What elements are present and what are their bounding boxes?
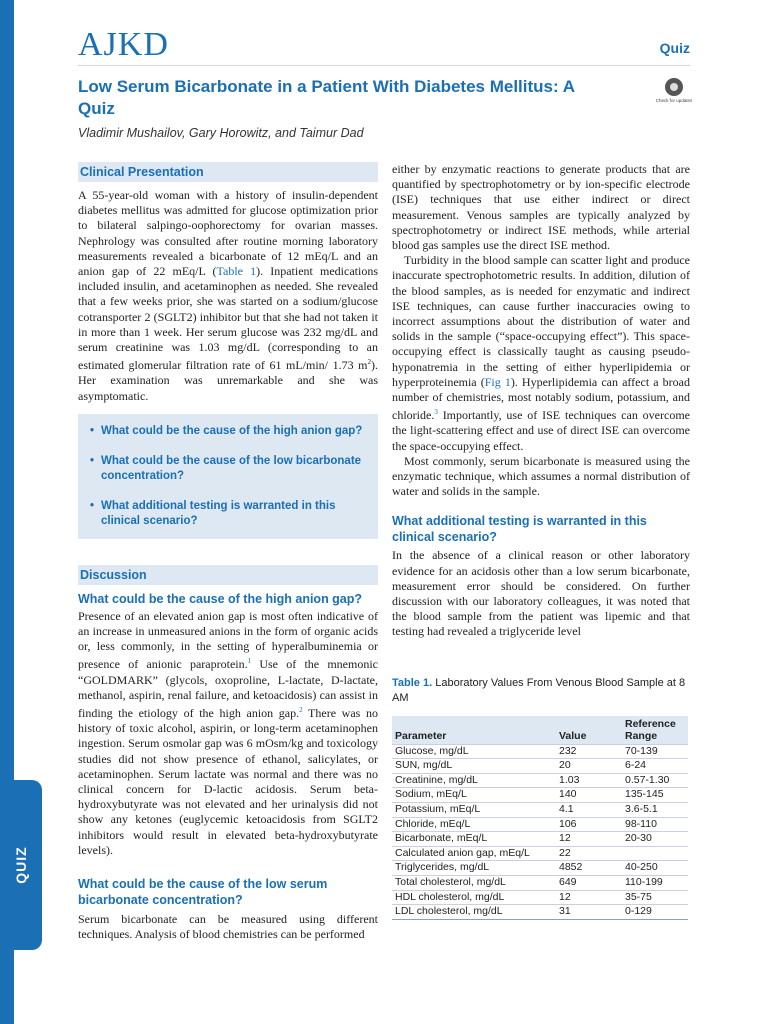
- clinical-presentation-heading: Clinical Presentation: [78, 162, 378, 182]
- cell-value: 4.1: [559, 803, 574, 816]
- cell-parameter: Chloride, mEq/L: [395, 817, 471, 830]
- enzymatic-technique-text: Most commonly, serum bicarbonate is measured using the enzymatic technique, which assumes a normal distribution of water and solids in the sample.: [392, 453, 690, 499]
- right-column: [392, 162, 690, 920]
- article-title: Low Serum Bicarbonate in a Patient With Diabetes Mellitus: A Quiz: [78, 77, 575, 118]
- cell-value: 1.03: [559, 773, 580, 786]
- table-1-link[interactable]: Table 1: [216, 264, 257, 279]
- table-header-row: [392, 716, 688, 745]
- reference-3-link[interactable]: 3: [434, 408, 438, 417]
- text-run: Use of the mnemonic “GOLDMARK” (glycols, oxoproline, L-lactate, D-lactate, methanol, aspirin, renal failure, and ketoacidosis) can assist in finding the etiology of the high anion gap.: [78, 657, 378, 721]
- cell-range: 110-199: [625, 876, 663, 889]
- table-row: [392, 832, 688, 847]
- cell-range: 40-250: [625, 861, 658, 874]
- text-run: Turbidity in the blood sample can scatter light and produce inaccurate spectrophotometric results. In addition, dilution of the blood samples, as is needed for enzymatic and indirect ISE techniques, can cause further inaccuracies owing to incorrect assumptions about the distribution of water and solids in the sample (“space-occupying effect”). This space-occupying effect is classically taught as causing pseudo-hyponatremia in the setting of either hyperlipidemia or hyperproteinemia (: [392, 253, 690, 389]
- cell-range: 70-139: [625, 744, 658, 757]
- quiz-questions-box: [78, 414, 378, 539]
- cell-parameter: Triglycerides, mg/dL: [395, 861, 490, 874]
- cell-value: 12: [559, 890, 571, 903]
- question-item: • What could be the cause of the low bicarbonate concentration?: [90, 454, 368, 484]
- figure-1-link[interactable]: Fig 1: [484, 374, 511, 389]
- journal-logo: AJKD: [78, 26, 169, 63]
- table-row: [392, 861, 688, 876]
- update-badge-text: Check for updates: [655, 98, 693, 103]
- side-quiz-label: QUIZ: [13, 846, 29, 884]
- table-row: [392, 788, 688, 803]
- table-row: [392, 846, 688, 861]
- question-item: • What additional testing is warranted in this clinical scenario?: [90, 499, 368, 529]
- check-for-updates-badge[interactable]: [652, 78, 696, 114]
- table-row: [392, 905, 688, 920]
- lab-values-table: [392, 716, 688, 920]
- turbidity-text: [392, 253, 690, 454]
- table-caption-text: Laboratory Values From Venous Blood Sample at 8 AM: [392, 676, 686, 704]
- cell-range: [622, 846, 688, 861]
- discussion-heading: Discussion: [78, 565, 378, 585]
- left-column: [78, 162, 378, 943]
- table-caption: [392, 676, 690, 706]
- text-run: ). Inpatient medications included insulin, and acetaminophen as needed. She revealed that a few weeks prior, she was started on a sodium/glucose cotransporter 2 (SGLT2) inhibitor but that she had not taken it in more than 1 week. Her serum glucose was 232 mg/dL and serum creatinine was 1.03 mg/dL (corresponding to an estimated glomerular filtration rate of 61 mL/min/ 1.73 m: [78, 264, 378, 373]
- table-row: [392, 759, 688, 774]
- cell-parameter: Bicarbonate, mEq/L: [395, 832, 488, 845]
- superscript: 2: [367, 358, 371, 367]
- text-run: There was no history of toxic alcohol, aspirin, or long-term acetaminophen ingestion. Serum osmolar gap was 6 mOsm/kg and toxicology studies did not show presence of ethanol, salicylates, or acetaminophen. Serum lactate was normal and there was no clinical concern for D-lactic acidosis. Serum beta-hydroxybutyrate was not elevated and her urinalysis did not show any ketones (euglycemic ketoacidosis from SGLT2 inhibitors would result in elevated beta-hydroxybutyrate levels).: [78, 706, 378, 857]
- cell-parameter: Calculated anion gap, mEq/L: [395, 846, 530, 859]
- cell-parameter: Sodium, mEq/L: [395, 788, 467, 801]
- cell-value: 31: [559, 905, 571, 918]
- side-quiz-tab: [0, 780, 42, 950]
- question-item: • What could be the cause of the high anion gap?: [90, 424, 368, 439]
- cell-value: 12: [559, 832, 571, 845]
- cell-range: 6-24: [625, 759, 647, 772]
- subheading-additional-testing: What additional testing is warranted in this clinical scenario?: [392, 514, 647, 545]
- subheading-anion-gap: What could be the cause of the high anion gap?: [78, 591, 363, 606]
- side-bar: [0, 0, 42, 1024]
- table-row: [392, 890, 688, 905]
- table-row: [392, 773, 688, 788]
- section-tag: Quiz: [659, 40, 690, 56]
- cell-parameter: Glucose, mg/dL: [395, 744, 469, 757]
- text-run: A 55-year-old woman with a history of insulin-dependent diabetes mellitus was admitted for glucose optimization prior to bilateral salpingo-oophorectomy for ovarian masses. Nephrology was consulted after routine morning laboratory measurements revealed a bicarbonate of 12 mEq/L and an anion gap of 22 mEq/L (: [78, 188, 378, 279]
- cell-parameter: Creatinine, mg/dL: [395, 773, 478, 786]
- text-run: Importantly, use of ISE techniques can overcome the light-scattering effect and use of direct ISE can overcome the space-occupying effect.: [392, 408, 690, 453]
- table-label: Table 1.: [392, 676, 433, 689]
- measurement-methods-text: either by enzymatic reactions to generate products that are quantified by spectrophotometry or by ion-specific electrode (ISE) techniques that use either indirect or direct measurement. Venous samples are typically analyzed by spectrophotometry or indirect ISE methods, while arterial blood gas samples use the direct ISE method.: [392, 162, 690, 253]
- cell-range: 0.57-1.30: [625, 773, 670, 786]
- reference-2-link[interactable]: 2: [299, 706, 303, 715]
- table-row: [392, 876, 688, 891]
- cell-range: 135-145: [625, 788, 664, 801]
- cell-range: 3.6-5.1: [625, 803, 658, 816]
- cell-value: 20: [559, 759, 571, 772]
- col-header-parameter: Parameter: [395, 729, 447, 742]
- cell-parameter: SUN, mg/dL: [395, 759, 453, 772]
- cell-range: 20-30: [625, 832, 652, 845]
- subheading-low-bicarbonate: What could be the cause of the low serum bicarbonate concentration?: [78, 877, 328, 908]
- cell-value: 22: [559, 846, 571, 859]
- text-run: Presence of an elevated anion gap is most often indicative of an increase in unmeasured anions in the form of organic acids or, less commonly, in the setting of hyperalbuminemia or presence of anionic paraprotein.: [78, 608, 378, 672]
- cell-parameter: Potassium, mEq/L: [395, 803, 481, 816]
- update-icon: [665, 78, 683, 96]
- reference-1-link[interactable]: 1: [247, 657, 252, 666]
- cell-parameter: Total cholesterol, mg/dL: [395, 876, 506, 889]
- additional-testing-text: In the absence of a clinical reason or other laboratory evidence for an acidosis other than a low serum bicarbonate, measurement error should be considered. On further discussion with our laboratory colleagues, it was noted that the blood sample from the patient was lipemic and that testing had revealed a triglyceride level: [392, 548, 690, 639]
- cell-value: 4852: [559, 861, 583, 874]
- journal-header: [78, 26, 690, 66]
- clinical-presentation-text: [78, 188, 378, 404]
- cell-value: 140: [559, 788, 577, 801]
- article-authors: Vladimir Mushailov, Gary Horowitz, and Taimur Dad: [78, 126, 364, 140]
- cell-range: 35-75: [625, 890, 652, 903]
- table-row: [392, 744, 688, 759]
- col-header-value: Value: [559, 729, 587, 742]
- cell-range: 0-129: [625, 905, 652, 918]
- cell-value: 232: [559, 744, 577, 757]
- text-run: ). Her examination was unremarkable and she was asymptomatic.: [78, 358, 378, 403]
- table-row: [392, 803, 688, 818]
- col-header-reference: Reference Range: [625, 717, 676, 742]
- low-bicarbonate-text: Serum bicarbonate can be measured using different techniques. Analysis of blood chemistries can be performed: [78, 912, 378, 942]
- cell-range: 98-110: [625, 817, 657, 830]
- anion-gap-text: [78, 609, 378, 858]
- cell-parameter: LDL cholesterol, mg/dL: [395, 905, 503, 918]
- cell-parameter: HDL cholesterol, mg/dL: [395, 890, 505, 903]
- table-row: [392, 817, 688, 832]
- cell-value: 649: [559, 876, 577, 889]
- cell-value: 106: [559, 817, 577, 830]
- text-run: ). Hyperlipidemia can affect a broad number of chemistries, most notably sodium, potassium, and chloride.: [392, 374, 690, 423]
